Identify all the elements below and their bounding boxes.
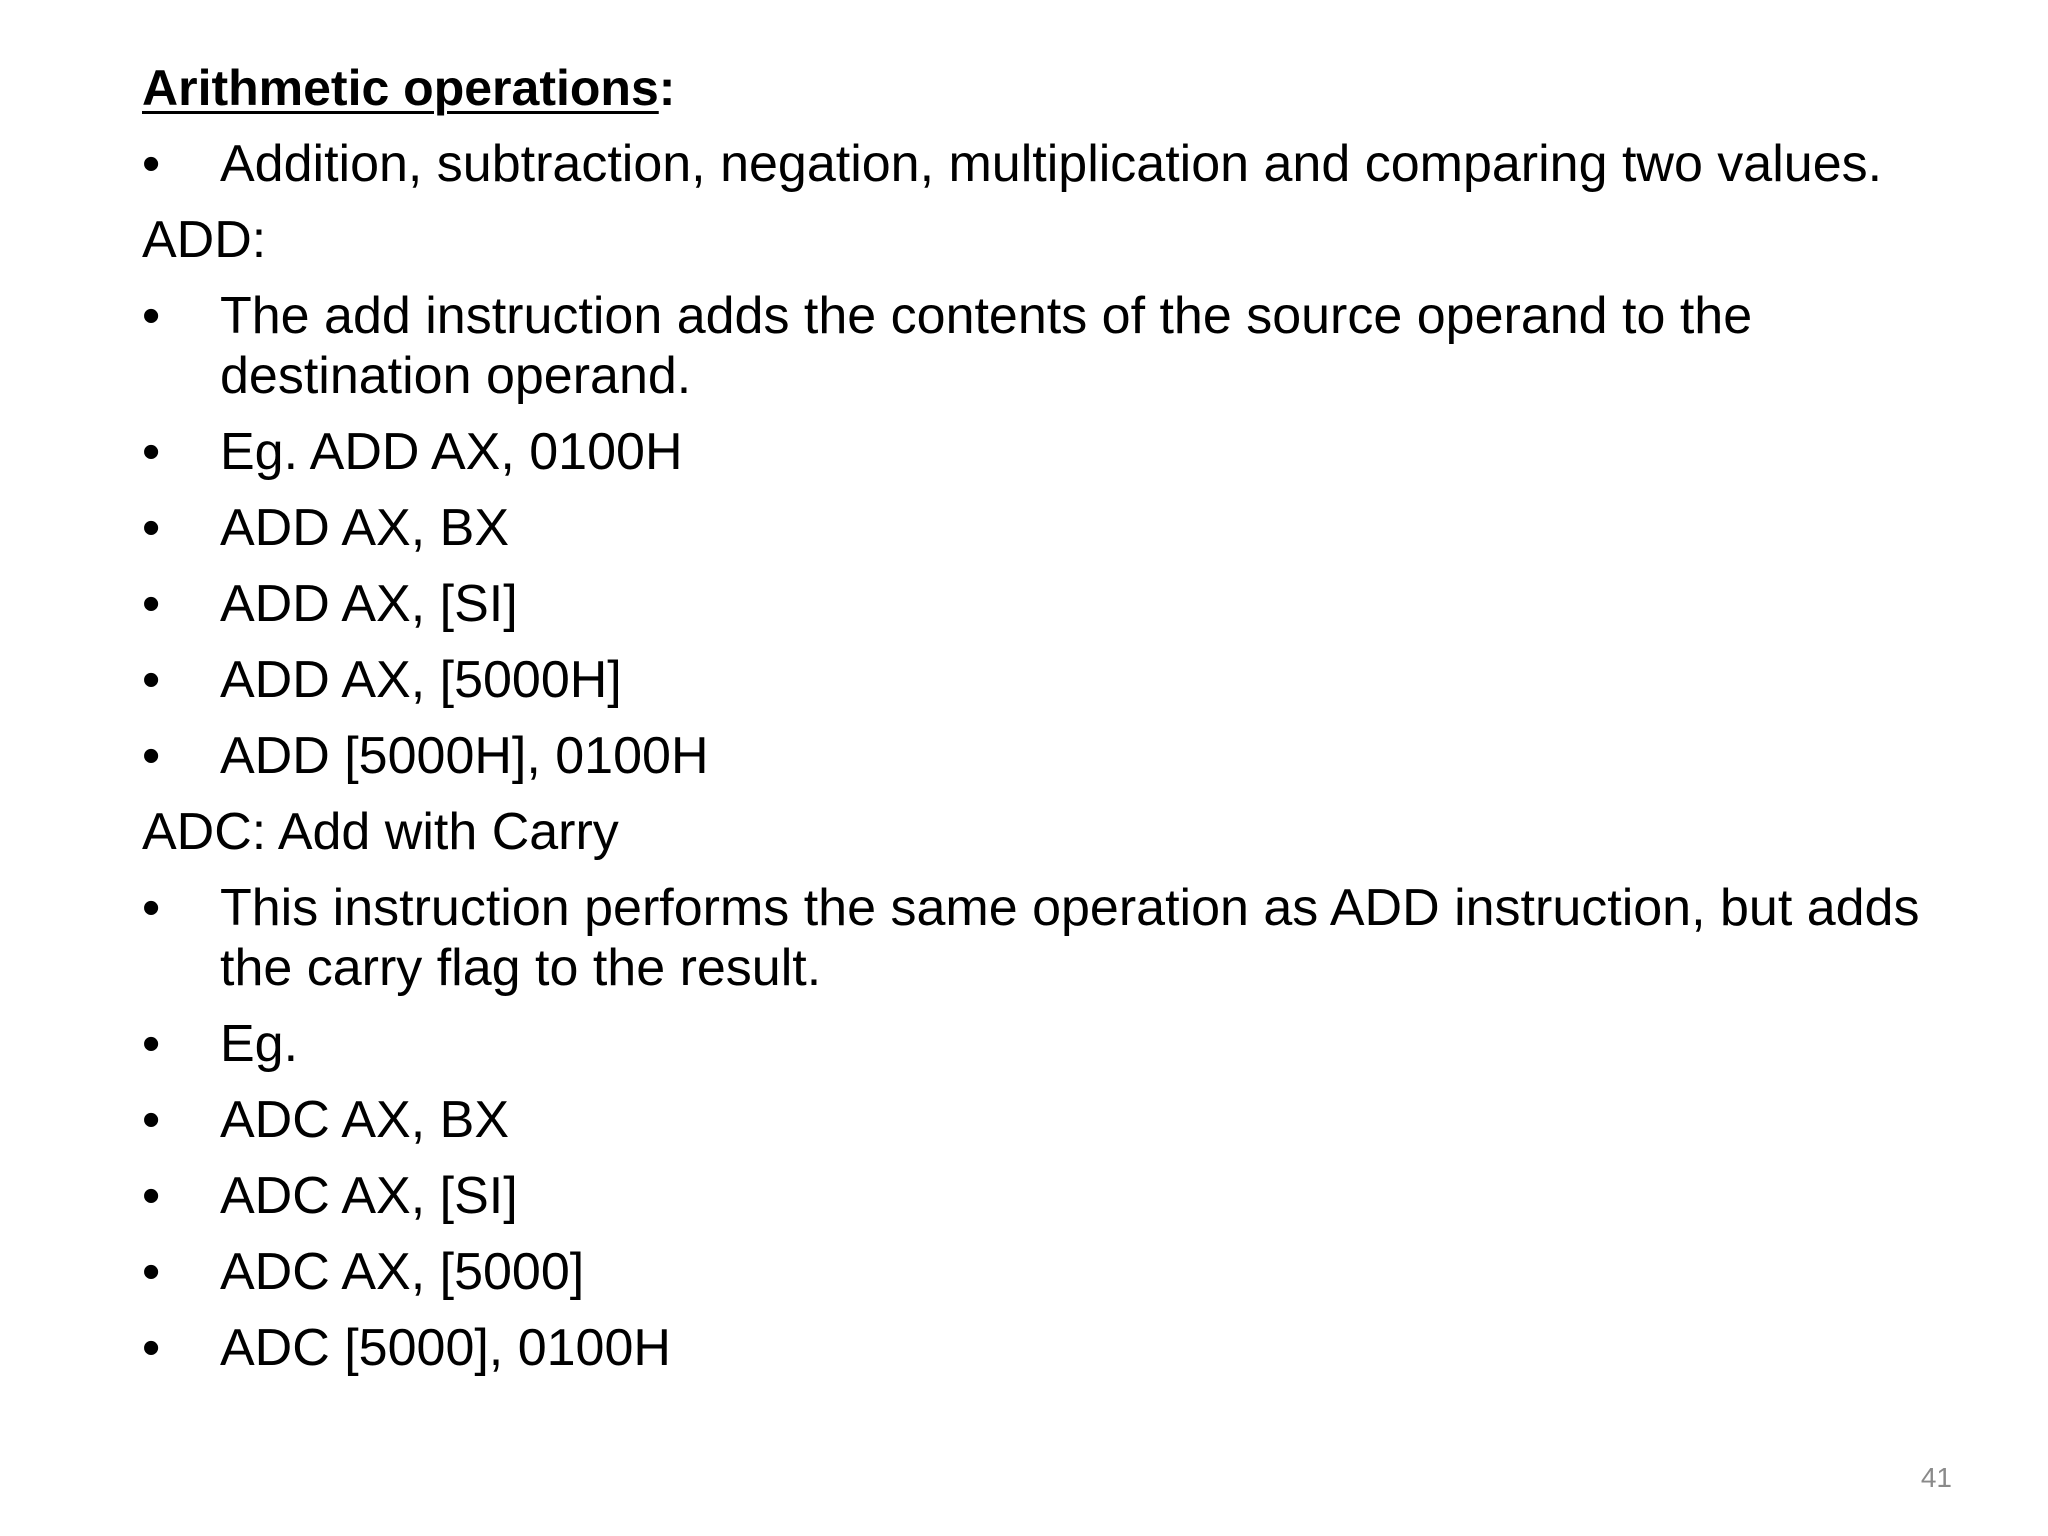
bullet-text: ADC [5000], 0100H (220, 1319, 671, 1377)
bullet-text: ADD [5000H], 0100H (220, 727, 709, 785)
list-item (142, 1006, 1942, 1082)
bullet-text: ADC AX, [5000] (220, 1243, 585, 1301)
add-section-label: ADD: (142, 211, 267, 269)
list-item (142, 126, 1940, 202)
bullet-text: ADC AX, [SI] (220, 1167, 518, 1225)
bullet-glyph: • (142, 135, 161, 193)
add-bullet-list (142, 278, 1942, 794)
bullet-text: Eg. ADD AX, 0100H (220, 423, 683, 481)
adc-bullet-list (142, 870, 1942, 1386)
adc-section-label: ADC: Add with Carry (142, 803, 619, 861)
page-number: 41 (1920, 1462, 1952, 1493)
list-item (142, 1234, 1942, 1310)
bullet-glyph: • (142, 499, 161, 557)
bullet-glyph: • (142, 727, 161, 785)
bullet-text: This instruction performs the same operation as ADD instruction, but adds the carry flag to the result. (220, 879, 1920, 997)
list-item (142, 642, 1942, 718)
list-item (142, 1082, 1942, 1158)
list-item (142, 718, 1942, 794)
bullet-glyph: • (142, 1167, 161, 1225)
bullet-glyph: • (142, 1015, 161, 1073)
bullet-glyph: • (142, 1243, 161, 1301)
bullet-text: ADD AX, BX (220, 499, 509, 557)
bullet-glyph: • (142, 575, 161, 633)
heading-title: Arithmetic operations (142, 60, 659, 116)
bullet-glyph: • (142, 879, 161, 937)
bullet-text: The add instruction adds the contents of the source operand to the destination operand. (220, 287, 1753, 405)
intro-bullet-list (142, 126, 1942, 202)
bullet-glyph: • (142, 423, 161, 481)
list-item (142, 870, 1940, 1006)
bullet-text: ADC AX, BX (220, 1091, 509, 1149)
list-item (142, 414, 1942, 490)
bullet-glyph: • (142, 1091, 161, 1149)
list-item (142, 1310, 1942, 1386)
list-item (142, 1158, 1942, 1234)
slide-content (142, 50, 1942, 1386)
bullet-text: Eg. (220, 1015, 299, 1073)
heading-suffix: : (658, 60, 676, 116)
slide-heading (142, 50, 1942, 126)
bullet-glyph: • (142, 287, 161, 345)
bullet-text: ADD AX, [SI] (220, 575, 518, 633)
bullet-text: ADD AX, [5000H] (220, 651, 622, 709)
list-item (142, 490, 1942, 566)
bullet-text: Addition, subtraction, negation, multiplication and comparing two values. (220, 135, 1883, 193)
bullet-glyph: • (142, 651, 161, 709)
list-item (142, 278, 1940, 414)
list-item (142, 566, 1942, 642)
bullet-glyph: • (142, 1319, 161, 1377)
